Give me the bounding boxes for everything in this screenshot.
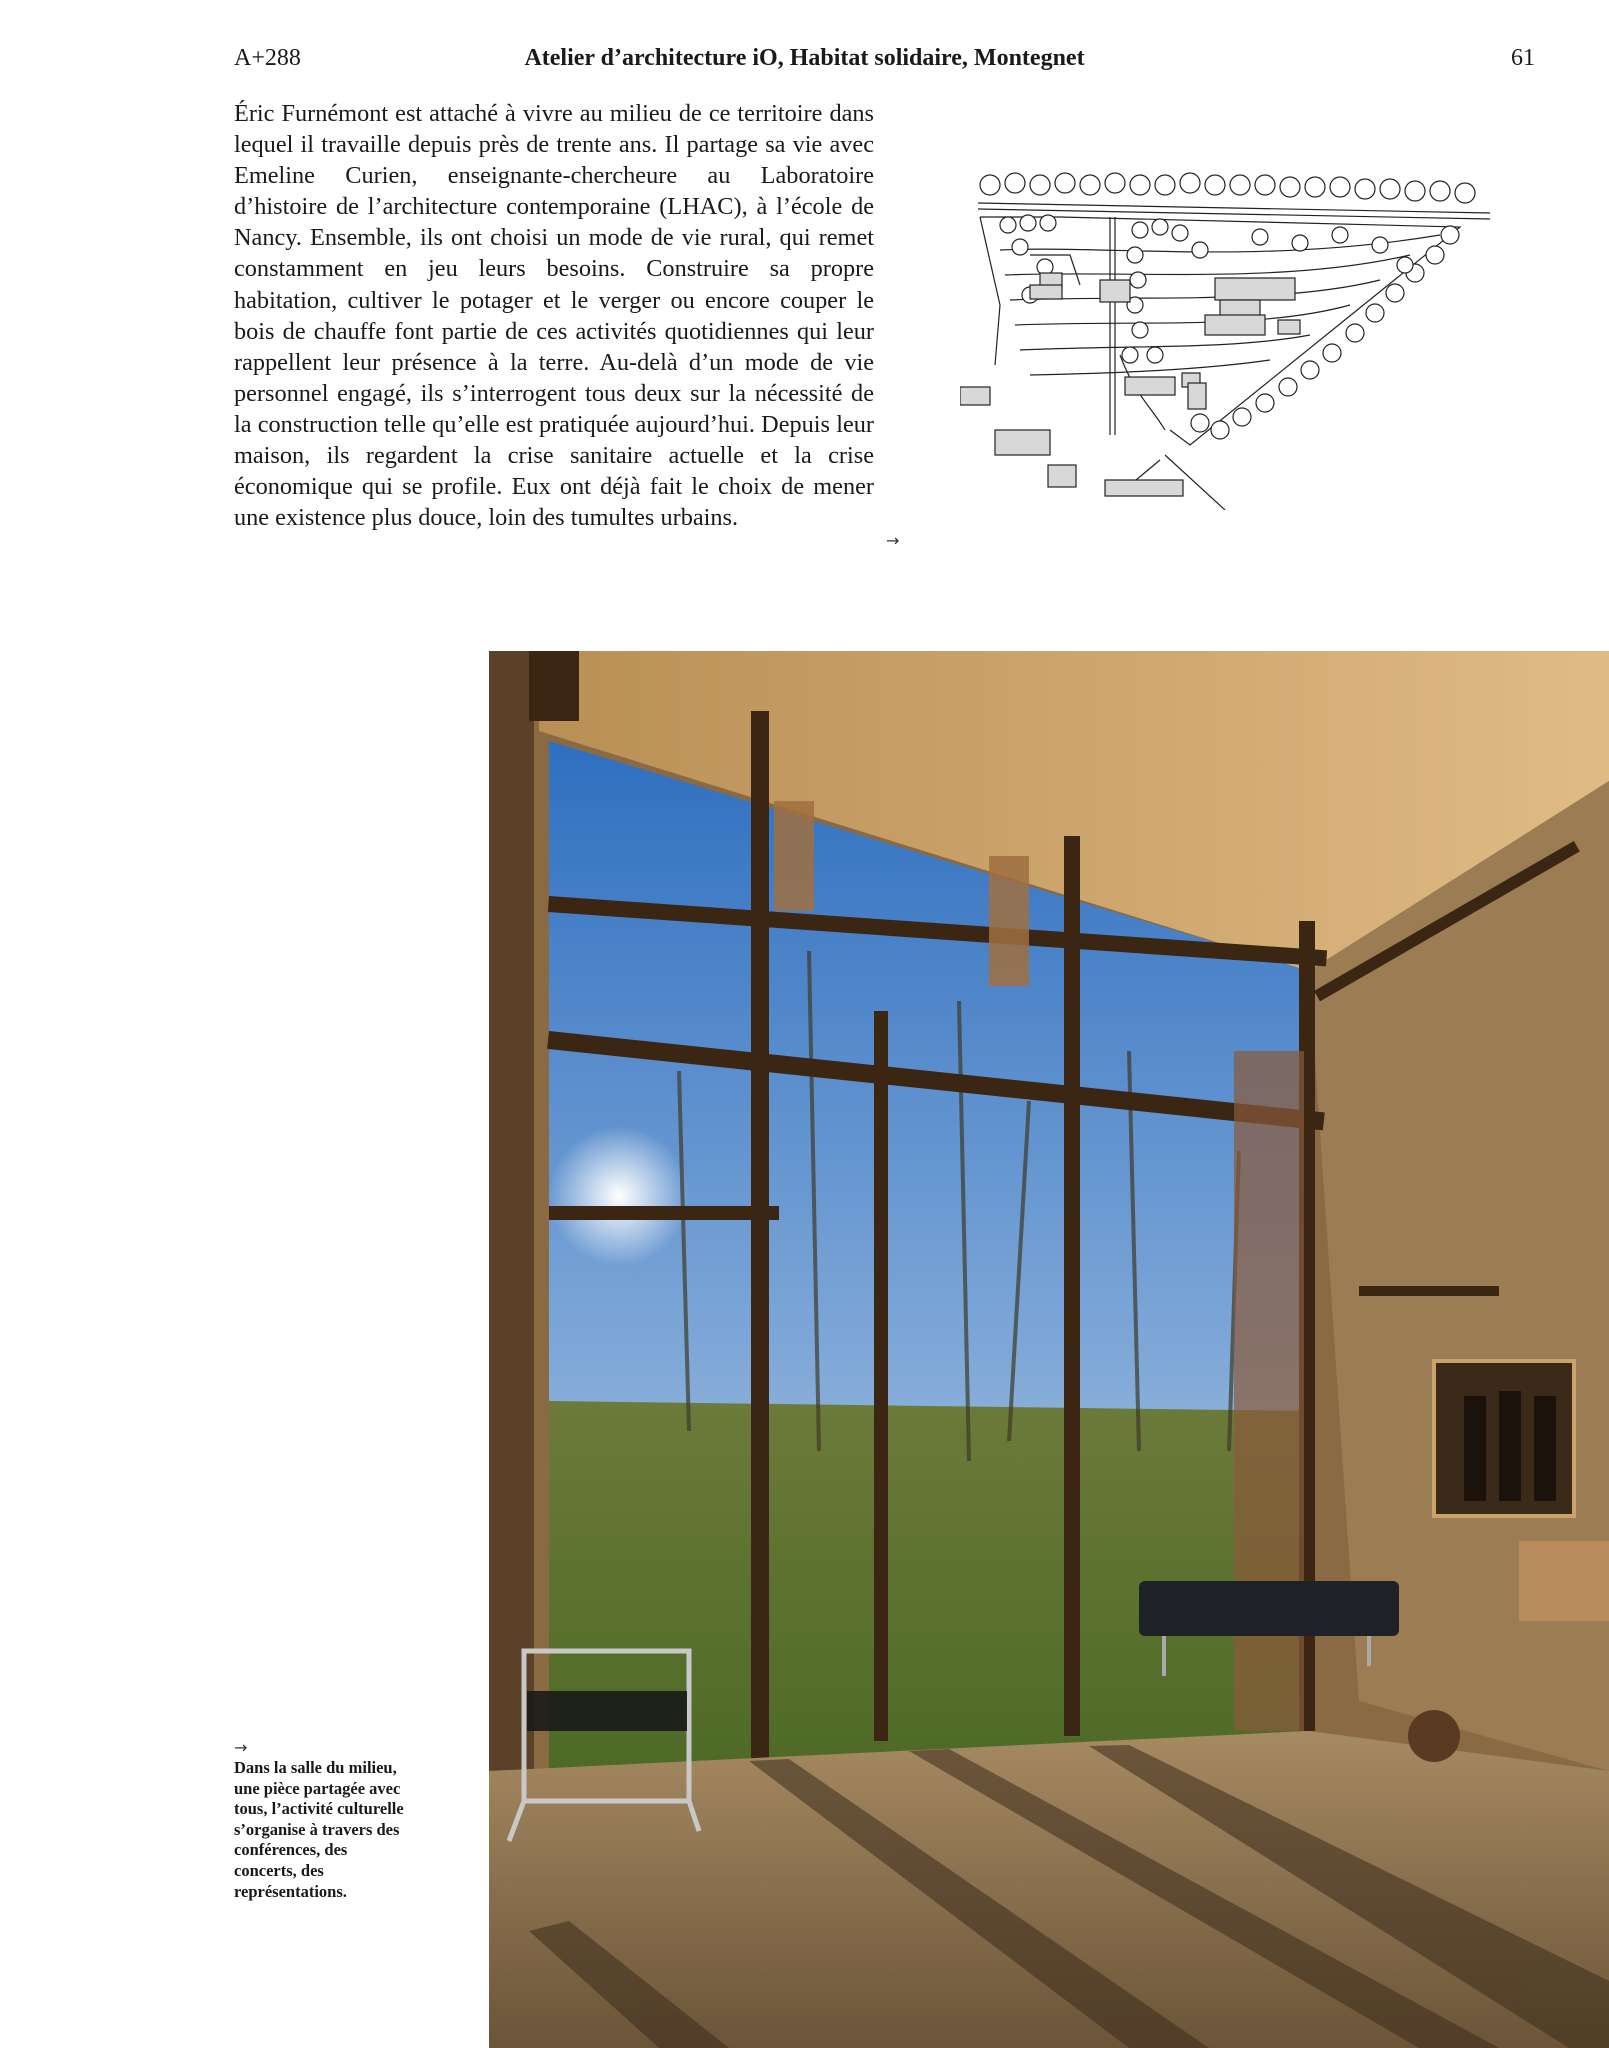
issue-number: A+288 [234, 45, 301, 71]
body-paragraph: Éric Furnémont est attaché à vivre au milieu de ce territoire dans lequel il travaille depuis près de trente ans. Il partage sa vie avec Emeline Curien, enseignante-chercheure au Laboratoire d’histoire de l’architecture contemporaine (LHAC), à l’école de Nancy. Ensemble, ils ont choisi un mode de vie rural, qui remet constamment en jeu leurs besoins. Construire sa propre habitation, cultiver le potager et le verger ou encore couper le bois de chauffe font partie de ces activités quotidiennes qui leur rappellent leur présence à la terre. Au-delà d’un mode de vie personnel engagé, ils s’interrogent tous deux sur la nécessité de la construction telle qu’elle est pratiquée aujourd’hui. Depuis leur maison, ils regardent la crise sanitaire actuelle et la crise économique qui se profile. Eux ont déjà fait le choix de mener une existence plus douce, loin des tumultes urbains. [234, 100, 874, 532]
interior-photo [489, 651, 1609, 2048]
page-number: 61 [1511, 45, 1535, 71]
article-title: Atelier d’architecture iO, Habitat solidaire, Montegnet [524, 45, 1085, 71]
photo-caption: Dans la salle du milieu, une pièce partagée avec tous, l’activité culturelle s’organise à travers des conférences, des concerts, des représentations. [234, 1758, 404, 1901]
site-plan-drawing [960, 155, 1500, 510]
arrow-right-icon: → [234, 1738, 248, 1757]
arrow-right-icon: → [886, 531, 900, 550]
